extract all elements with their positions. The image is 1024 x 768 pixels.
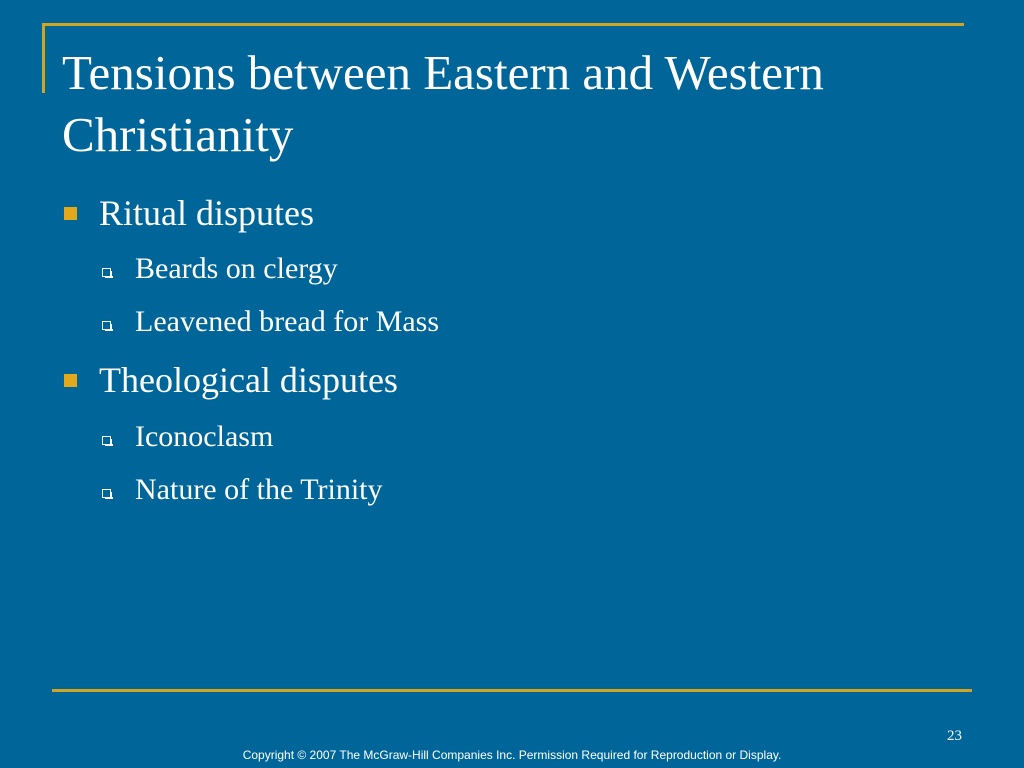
subbullet-text: Nature of the Trinity	[135, 473, 383, 506]
copyright-notice: Copyright © 2007 The McGraw-Hill Companies Inc. Permission Required for Reproduction or Display.	[242, 748, 782, 762]
shadowed-square-bullet-icon	[102, 321, 111, 330]
subbullet-text: Beards on clergy	[135, 252, 338, 285]
shadowed-square-bullet-icon	[102, 489, 111, 498]
filled-square-bullet-icon	[64, 207, 77, 220]
subbullet-iconoclasm	[102, 418, 273, 456]
footer-rule	[52, 689, 972, 692]
subbullet-text: Iconoclasm	[135, 420, 274, 453]
shadowed-square-bullet-icon	[102, 268, 111, 277]
bullet-text: Theological disputes	[99, 360, 398, 400]
slide-title: Tensions between Eastern and Western Christianity	[62, 45, 824, 162]
subbullet-text: Leavened bread for Mass	[135, 305, 440, 338]
slide-number: 23	[947, 728, 962, 744]
subbullet-beards-on-clergy	[102, 250, 338, 288]
bullet-text: Ritual disputes	[99, 193, 314, 233]
subbullet-nature-of-trinity	[102, 471, 383, 509]
subbullet-leavened-bread	[102, 303, 439, 341]
bullet-theological-disputes	[64, 358, 398, 402]
shadowed-square-bullet-icon	[102, 436, 111, 445]
bullet-ritual-disputes	[64, 191, 314, 235]
filled-square-bullet-icon	[64, 374, 77, 387]
